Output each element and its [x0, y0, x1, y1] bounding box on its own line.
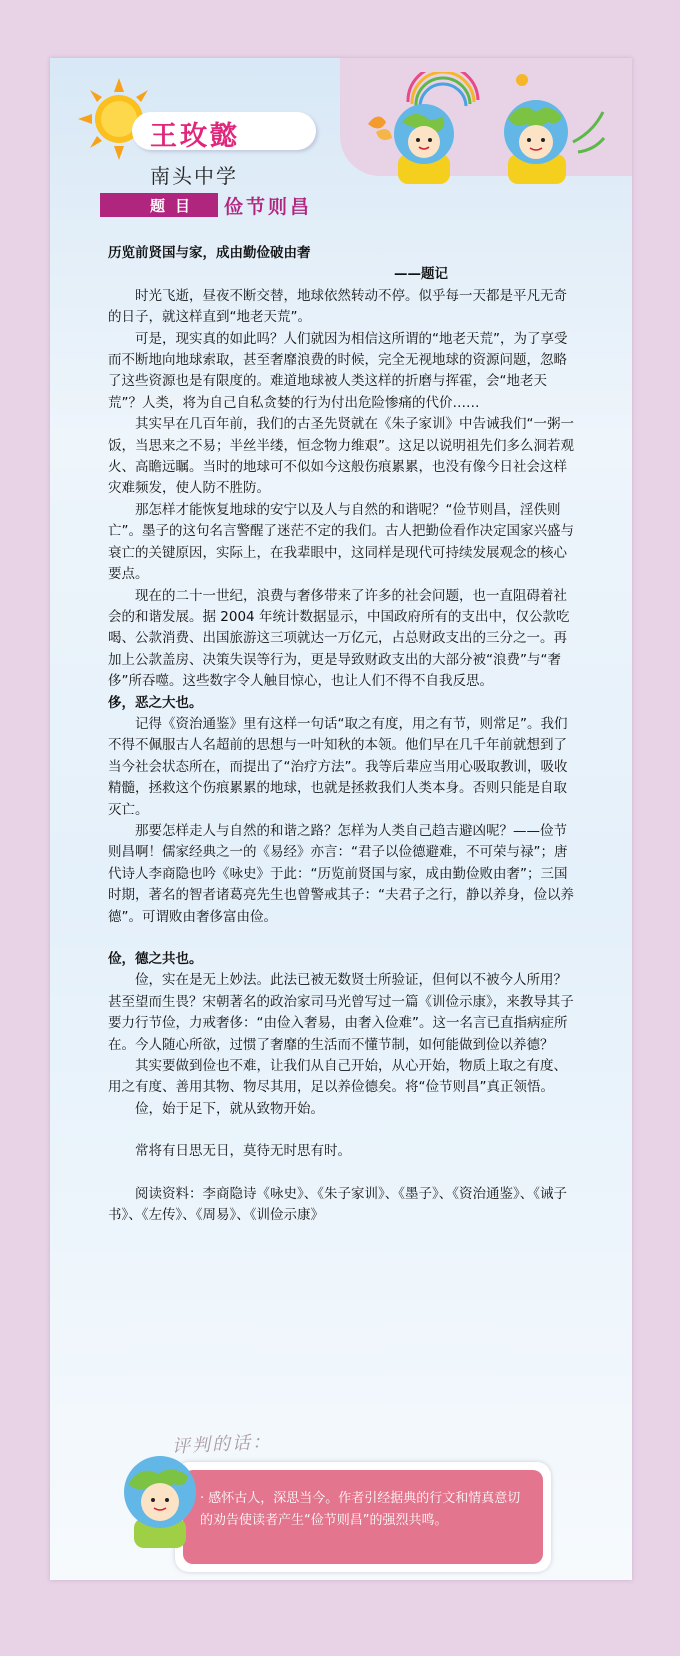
essay-paragraph: 可是，现实真的如此吗？人们就因为相信这所谓的“地老天荒”，为了享受而不断地向地球索取，甚至奢靡浪费的时候，完全无视地球的资源问题，忽略了这些资源也是有限度的。难道地球被人类这样的折磨与挥霍，会“地老天荒”？人类，将为自己自私贪婪的行为付出危险惨痛的代价…… [108, 330, 568, 411]
essay-body [108, 243, 578, 1226]
paragraph-gap [108, 928, 578, 949]
epigraph-attribution: ——题记 [394, 266, 448, 283]
essay-paragraph: 那怎样才能恢复地球的安宁以及人与自然的和谐呢？“俭节则昌，淫佚则亡”。墨子的这句名言警醒了迷茫不定的我们。古人把勤俭看作决定国家兴盛与衰亡的关键原因，实际上，在我辈眼中，这同样是现代可持续发展观念的核心要点。 [108, 501, 574, 583]
essay-paragraph: 其实早在几百年前，我们的古圣先贤就在《朱子家训》中告诫我们“一粥一饭，当思来之不易；半丝半缕，恒念物力维艰”。这足以说明祖先们多么洞若观火、高瞻远瞩。当时的地球可不似如今这般伤痕累累，也没有像今日社会这样灾难频发，使人防不胜防。 [108, 416, 574, 497]
paragraph-gap [108, 1163, 578, 1184]
school-name: 南头中学 [150, 164, 238, 188]
essay-paragraph: 其实要做到俭也不难，让我们从自己开始，从心开始，物质上取之有度、用之有度、善用其物、物尽其用，足以养俭德矣。将“俭节则昌”真正领悟。 [108, 1058, 567, 1096]
comment-title: 评判的话： [171, 1431, 273, 1458]
essay-paragraph: 时光飞逝，昼夜不断交替，地球依然转动不停。似乎每一天都是平凡无奇的日子，就这样直到“地老天荒”。 [108, 287, 567, 326]
paragraph-gap [108, 1120, 578, 1141]
essay-paragraph: 记得《资治通鉴》里有这样一句话“取之有度，用之有节，则常足”。我们不得不佩服古人名超前的思想与一叶知秋的本领。他们早在几千年前就想到了当今社会状态所在，而提出了“治疗方法”。我等后辈应当用心吸取教训，吸收精髓，拯救这个伤痕累累的地球，也就是拯救我们人类本身。否则只能是自取灭亡。 [108, 715, 568, 818]
topic-label: 题目 [150, 197, 201, 215]
essay-paragraph: 俭，始于足下，就从致物开始。 [135, 1100, 324, 1117]
comment-text: · 感怀古人，深思当今。作者引经据典的行文和情真意切的劝告使读者产生“俭节则昌”的强烈共鸣。 [200, 1491, 521, 1528]
earth-mascot-small-illustration [118, 1448, 202, 1548]
essay-heading: 历览前贤国与家，成由勤俭破由奢 [108, 245, 311, 261]
essay-heading: 侈，恶之大也。 [108, 694, 203, 711]
essay-paragraph: 俭，实在是无上妙法。此法已被无数贤士所验证，但何以不被今人所用？甚至望而生畏？宋朝著名的政治家司马光曾写过一篇《训俭示康》，来教导其子要力行节俭，力戒奢侈：“由俭入奢易，由奢入俭难”。这一名言已直指病症所在。今人随心所欲，过惯了奢靡的生活而不懂节制，如何能做到俭以养德？ [108, 972, 574, 1053]
earth-mascots-illustration [368, 72, 608, 184]
essay-paragraph: 那要怎样走人与自然的和谐之路？怎样为人类自己趋吉避凶呢？——俭节则昌啊！儒家经典之一的《易经》亦言：“君子以俭德避难，不可荣与禄”；唐代诗人李商隐也吟《咏史》于此：“历览前贤国与家，成由勤俭败由奢”；三国时期，著名的智者诸葛亮先生也曾警戒其子：“夫君子之行，静以养身，俭以养德”。可谓败由奢侈富由俭。 [108, 822, 574, 925]
author-name: 王玫懿 [150, 121, 240, 152]
essay-paragraph: 阅读资料：李商隐诗《咏史》、《朱子家训》、《墨子》、《资治通鉴》、《诫子书》、《左传》、《周易》、《训俭示康》 [108, 1185, 567, 1224]
essay-heading: 俭，德之共也。 [108, 951, 203, 967]
topic-title: 俭节则昌 [224, 196, 313, 218]
essay-paragraph: 现在的二十一世纪，浪费与奢侈带来了许多的社会问题，也一直阻碍着社会的和谐发展。据 2004 年统计数据显示，中国政府所有的支出中，仅公款吃喝、公款消费、出国旅游这三项就达一万亿元，占总财政支出的三分之一。再加上公款盖房、决策失误等行为，更是导致财政支出的大部分被“浪费”与“奢侈”所吞噬。这些数字令人触目惊心，也让人们不得不自我反思。 [108, 587, 570, 690]
essay-paragraph: 常将有日思无日，莫待无时思有时。 [135, 1143, 351, 1160]
